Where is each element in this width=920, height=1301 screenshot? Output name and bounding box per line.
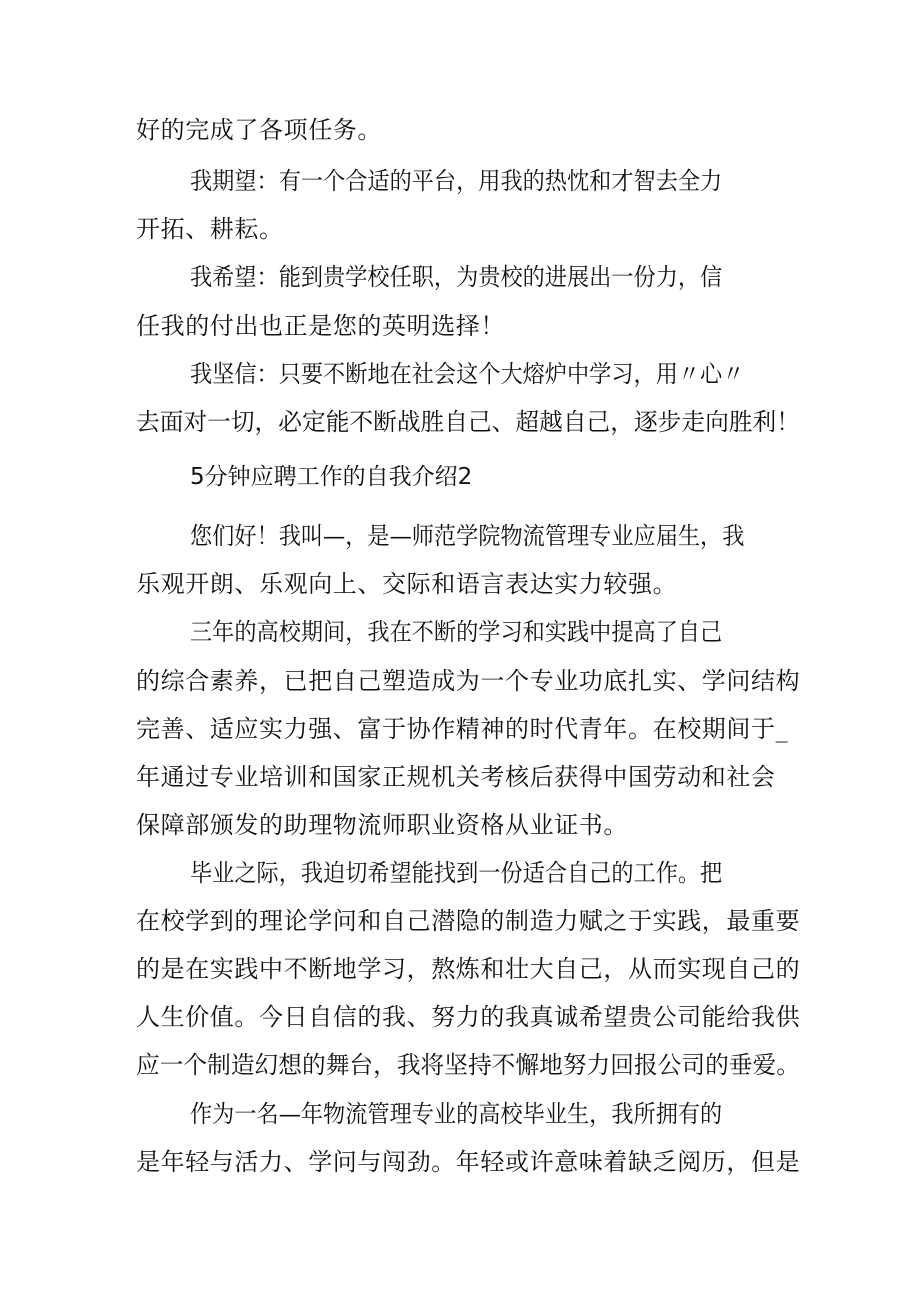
paragraph-start: 三年的高校期间，我在不断的学习和实践中提高了自己	[190, 618, 723, 646]
text-line: 去面对一切，必定能不断战胜自己、超越自己，逐步走向胜利！	[136, 408, 800, 436]
text-line: 任我的付出也正是您的英明选择！	[136, 312, 505, 340]
paragraph-start: 作为一名—年物流管理专业的高校毕业生，我所拥有的	[190, 1100, 723, 1128]
paragraph-start: 我期望：有一个合适的平台，用我的热忱和才智去全力	[190, 167, 723, 195]
paragraph-start: 我坚信：只要不断地在社会这个大熔炉中学习，用〃心〃	[190, 360, 745, 388]
text-line: 是年轻与活力、学问与闯劲。年轻或许意味着缺乏阅历，但是	[136, 1148, 801, 1176]
text-line: 应一个制造幻想的舞台，我将坚持不懈地努力回报公司的垂爱。	[136, 1051, 800, 1079]
text-line: 保障部颁发的助理物流师职业资格从业证书。	[136, 811, 628, 839]
text-line: 的是在实践中不断地学习，熬炼和壮大自己，从而实现自己的	[136, 955, 801, 983]
text-line: 开拓、耕耘。	[136, 215, 284, 243]
paragraph-start: 您们好！我叫—，是—师范学院物流管理专业应届生，我	[190, 522, 745, 550]
text-line: 人生价值。今日自信的我、努力的我真诚希望贵公司能给我供	[136, 1003, 801, 1031]
text-line: 好的完成了各项任务。	[136, 116, 382, 144]
text-line: 年通过专业培训和国家正规机关考核后获得中国劳动和社会	[136, 763, 776, 791]
text-line: 乐观开朗、乐观向上、交际和语言表达实力较强。	[136, 570, 678, 598]
text-line: 的综合素养，已把自己塑造成为一个专业功底扎实、学问结构	[136, 667, 801, 695]
text-line: 在校学到的理论学问和自己潜隐的制造力赋之于实践，最重要	[136, 907, 801, 935]
section-heading: 5分钟应聘工作的自我介绍2	[190, 464, 473, 490]
paragraph-start: 我希望：能到贵学校任职，为贵校的进展出一份力，信	[190, 263, 723, 291]
text-line: 完善、适应实力强、富于协作精神的时代青年。在校期间于_	[136, 715, 789, 743]
paragraph-start: 毕业之际，我迫切希望能找到一份适合自己的工作。把	[190, 859, 723, 887]
